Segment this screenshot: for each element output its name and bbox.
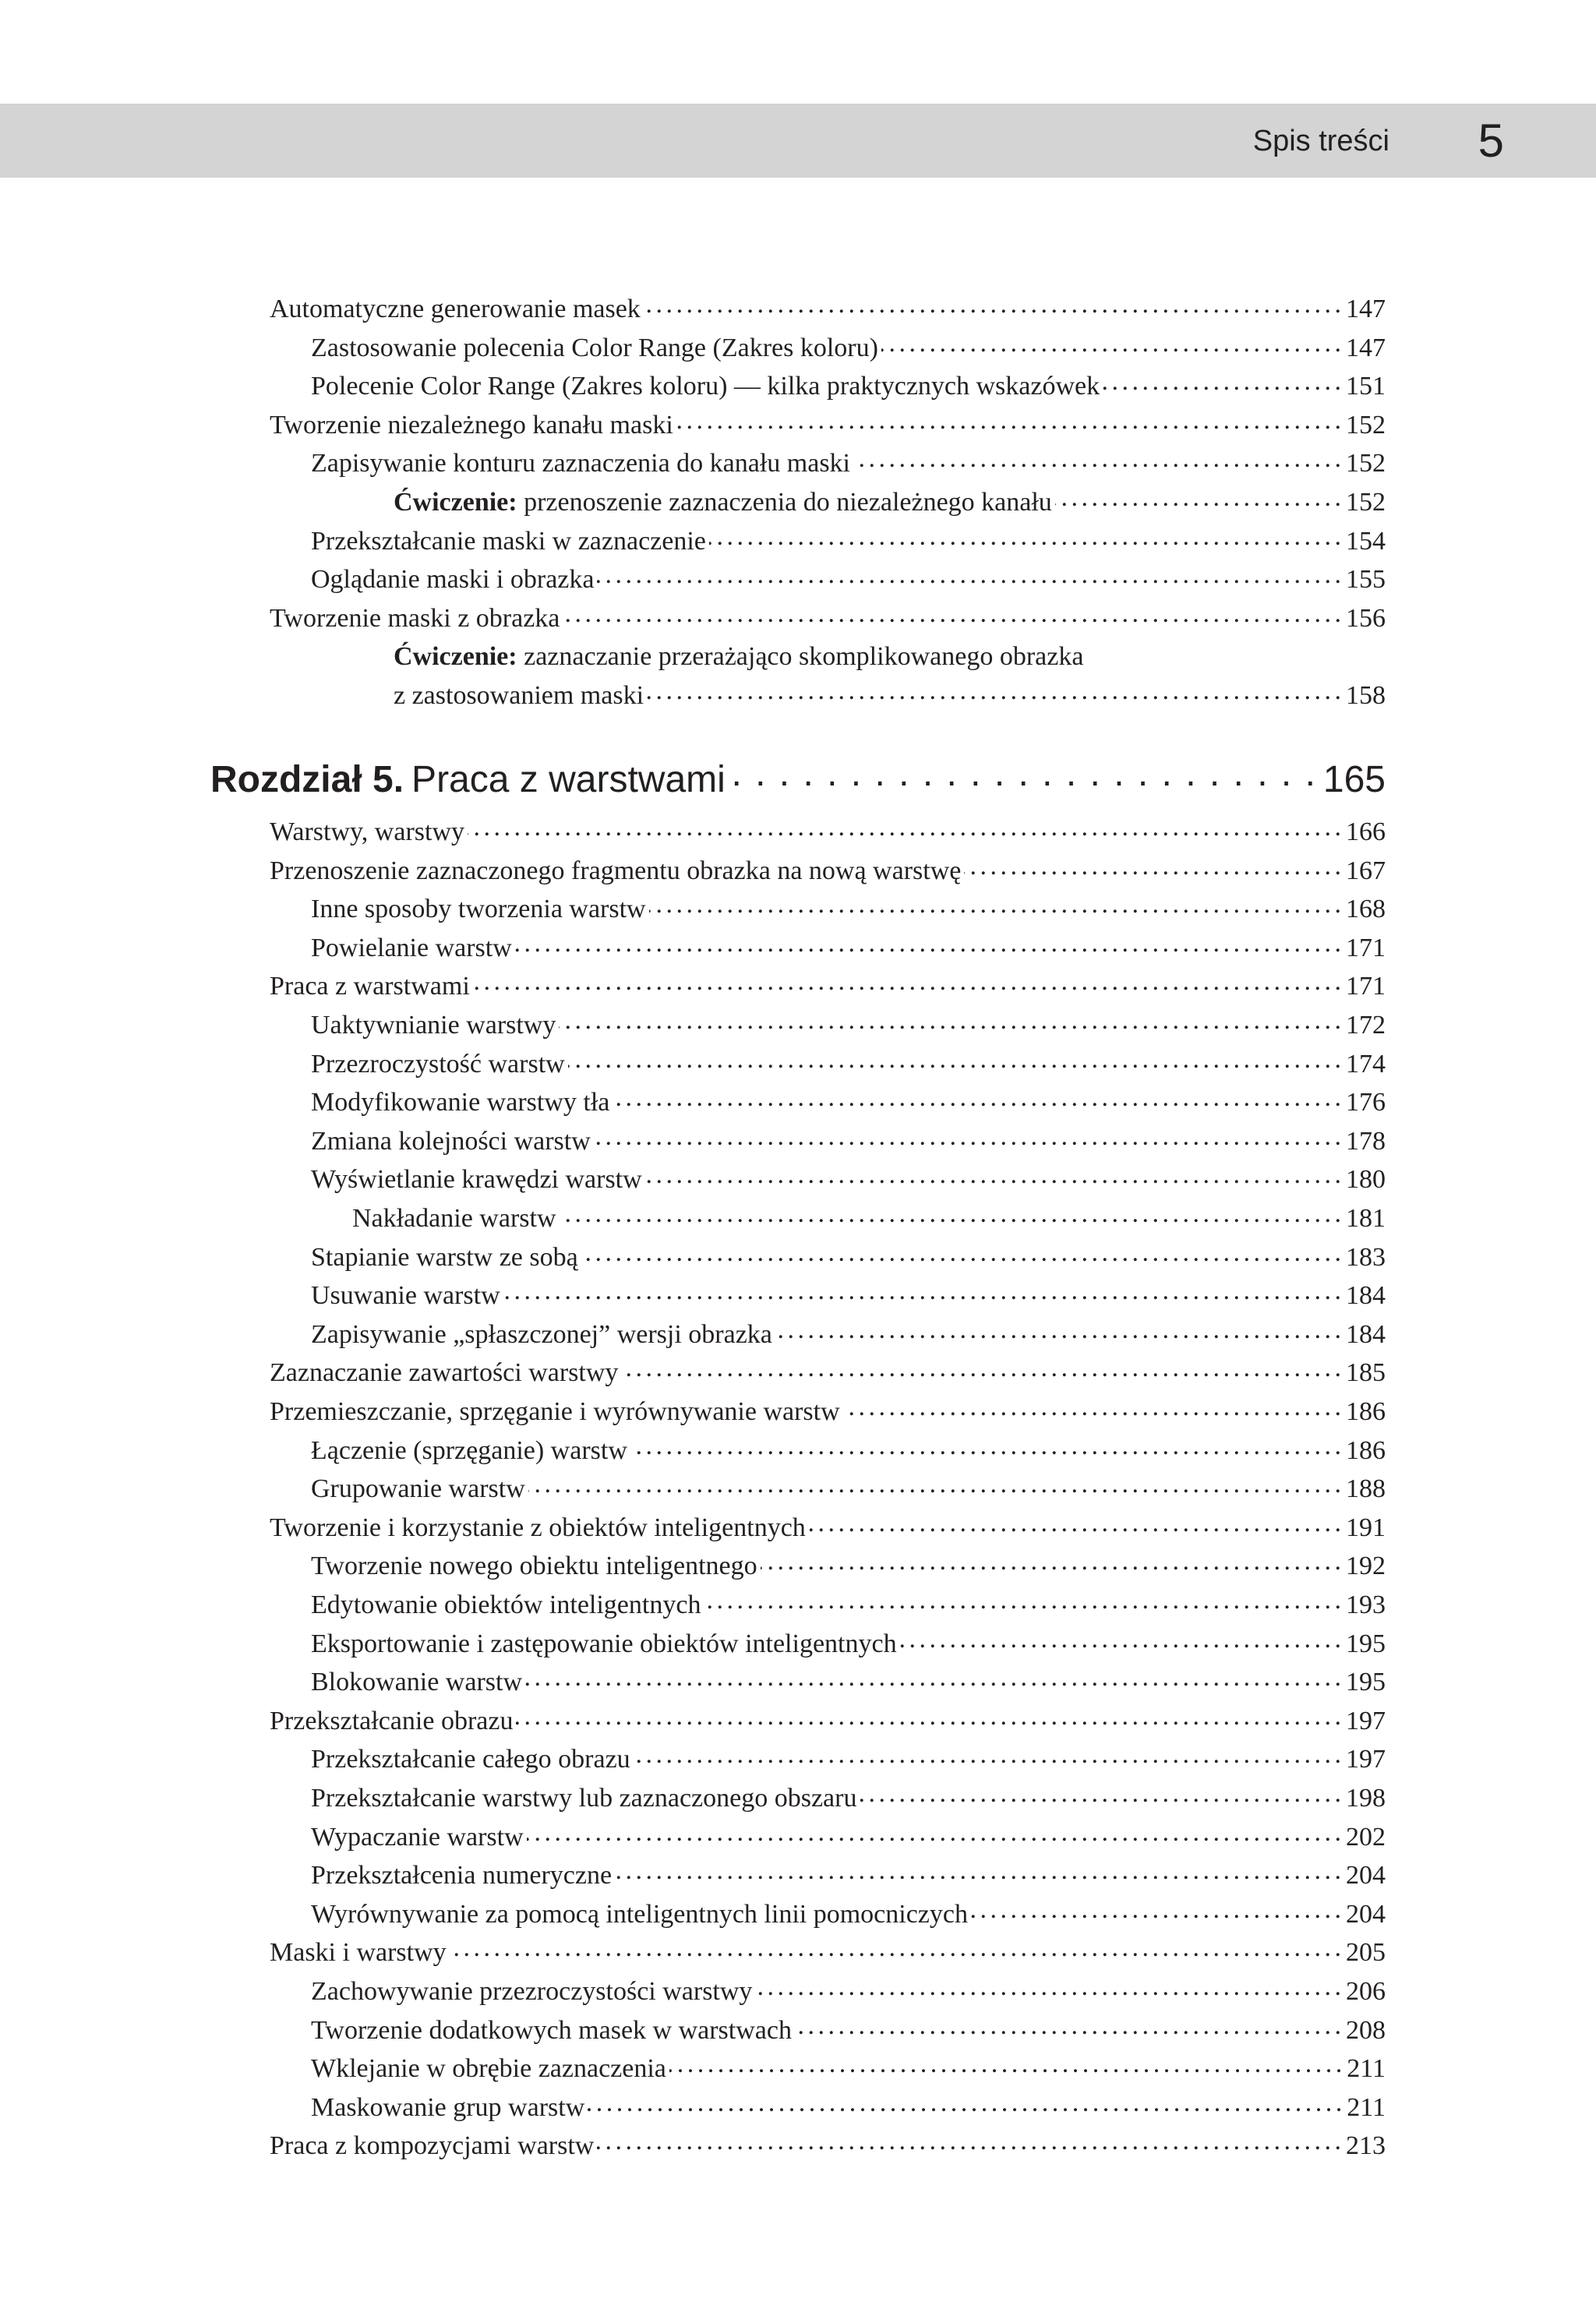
toc-entry-title — [311, 1045, 565, 1084]
toc-entry-title — [270, 1354, 618, 1393]
toc-entry-text: Usuwanie warstw — [311, 1281, 500, 1310]
dot-leader — [621, 1349, 1343, 1388]
dot-leader — [525, 1658, 1343, 1697]
toc-entry-page: 195 — [1346, 1668, 1386, 1696]
toc-entry-text: Powielanie warstw — [311, 934, 512, 962]
dot-leader — [473, 962, 1343, 1001]
toc-entry-text: Przenoszenie zaznaczonego fragmentu obrazka na nową warstwę — [270, 856, 962, 885]
dot-leader — [597, 556, 1343, 595]
toc-entry-page: 171 — [1346, 934, 1386, 962]
toc-entry — [394, 483, 1386, 522]
chapter-page: 165 — [1322, 759, 1386, 800]
toc-entry-title — [311, 1083, 609, 1122]
toc-entry — [311, 1470, 1386, 1509]
toc-entry-page: 180 — [1346, 1165, 1386, 1194]
toc-entry — [270, 1933, 1386, 1972]
toc-entry-title — [311, 1740, 630, 1779]
dot-leader — [468, 808, 1343, 847]
toc-entry-text: Wklejanie w obrębie zaznaczenia — [311, 2054, 666, 2083]
toc-entry-title — [311, 1663, 522, 1702]
dot-leader — [559, 1001, 1343, 1040]
dot-leader — [971, 1891, 1343, 1929]
toc-entry-text: Praca z kompozycjami warstw — [270, 2131, 595, 2160]
toc-entry-page: 183 — [1346, 1243, 1386, 1272]
dot-leader — [613, 1079, 1343, 1117]
toc-entry-page: 208 — [1346, 2016, 1386, 2045]
dot-leader — [729, 747, 1320, 801]
dot-leader — [645, 1156, 1343, 1195]
toc-entry-title — [311, 1006, 556, 1045]
toc-entry-title — [311, 2049, 666, 2088]
dot-leader — [515, 924, 1343, 963]
toc-entry-page: 185 — [1346, 1358, 1386, 1387]
toc-entry-title — [270, 406, 673, 445]
toc-entry-page: 176 — [1346, 1088, 1386, 1117]
dot-leader — [563, 595, 1343, 634]
toc-entry-text: Stapianie warstw ze sobą — [311, 1243, 578, 1272]
toc-entry-title — [311, 890, 646, 929]
exercise-label: Ćwiczenie: — [394, 488, 517, 517]
toc-entry-page: 184 — [1346, 1281, 1386, 1310]
dot-leader — [588, 2084, 1344, 2123]
toc-entry — [270, 290, 1386, 329]
toc-entry-text: Praca z warstwami — [270, 972, 470, 1001]
toc-entry — [311, 1779, 1386, 1818]
toc-entry — [311, 1006, 1386, 1045]
toc-entry-text: Tworzenie dodatkowych masek w warstwach — [311, 2016, 792, 2045]
dot-leader — [503, 1272, 1343, 1311]
toc-entry-page: 193 — [1346, 1590, 1386, 1619]
toc-entry-text: Edytowanie obiektów inteligentnych — [311, 1590, 701, 1619]
toc-entry-text: Eksportowanie i zastępowanie obiektów inteligentnych — [311, 1629, 897, 1658]
dot-leader — [755, 1968, 1343, 2007]
toc-entry-text: Przekształcanie maski w zaznaczenie — [311, 527, 706, 556]
toc-entry-page: 192 — [1346, 1552, 1386, 1580]
toc-entry-title — [311, 329, 878, 368]
dot-leader — [775, 1311, 1343, 1350]
dot-leader — [669, 2045, 1344, 2084]
toc-entry-text: Grupowanie warstw — [311, 1474, 525, 1503]
toc-entry — [311, 1586, 1386, 1625]
toc-entry-text: Przekształcenia numeryczne — [311, 1861, 613, 1890]
toc-entry — [311, 1856, 1386, 1895]
dot-leader — [527, 1813, 1343, 1852]
toc-entry — [311, 1663, 1386, 1702]
toc-entry-page: 152 — [1346, 488, 1386, 517]
toc-entry-title — [352, 1199, 556, 1238]
toc-entry-title — [311, 1779, 856, 1818]
toc-entry-text: Zmiana kolejności warstw — [311, 1127, 591, 1156]
toc-entry-page: 211 — [1347, 2054, 1386, 2083]
toc-entry-page: 197 — [1346, 1707, 1386, 1735]
toc-entry — [311, 1160, 1386, 1199]
toc-entry-page: 204 — [1346, 1900, 1386, 1929]
toc-entry — [311, 1972, 1386, 2011]
dot-leader — [615, 1852, 1343, 1891]
toc-entry-text: Tworzenie niezależnego kanału maski — [270, 411, 673, 440]
toc-entry-text: przenoszenie zaznaczenia do niezależnego kanału — [517, 488, 1052, 517]
toc-entry-text: Modyfikowanie warstwy tła — [311, 1088, 610, 1117]
toc-entry-text: Automatyczne generowanie masek — [270, 295, 641, 323]
toc-entry-title — [311, 1160, 642, 1199]
toc-entry-title — [311, 1470, 525, 1509]
toc-entry-text: Oglądanie maski i obrazka — [311, 565, 595, 594]
toc-entry-page: 152 — [1346, 449, 1386, 478]
toc-entry-title — [270, 1509, 806, 1548]
toc-entry-text: Tworzenie nowego obiektu inteligentnego — [311, 1552, 757, 1580]
dot-leader — [634, 1735, 1343, 1774]
toc-entry-page: 166 — [1346, 817, 1386, 846]
dot-leader — [795, 2007, 1343, 2046]
toc-entry-title — [270, 599, 560, 638]
toc-entry — [394, 637, 1386, 676]
toc-entry — [270, 1354, 1386, 1393]
toc-entry-page: 186 — [1346, 1397, 1386, 1426]
toc-entry — [311, 560, 1386, 599]
toc-entry-title — [270, 1933, 447, 1972]
toc-entry-page: 154 — [1346, 527, 1386, 556]
toc-entry-text: Zaznaczanie zawartości warstwy — [270, 1358, 619, 1387]
toc-entry-page: 195 — [1346, 1629, 1386, 1658]
toc-entry-page: 186 — [1346, 1436, 1386, 1465]
dot-leader — [528, 1465, 1343, 1504]
toc-entry-text: Zachowywanie przezroczystości warstwy — [311, 1977, 753, 2006]
toc-entry-page: 167 — [1346, 856, 1386, 885]
toc-entry-text: Zapisywanie konturu zaznaczenia do kanału maski — [311, 449, 851, 478]
toc-entry-page: 184 — [1346, 1320, 1386, 1349]
toc-entry-text: zaznaczanie przerażająco skomplikowanego obrazka — [517, 642, 1084, 671]
toc-entry-text: Wypaczanie warstw — [311, 1823, 524, 1852]
toc-entry — [270, 2127, 1386, 2166]
toc-entry-page: 191 — [1346, 1513, 1386, 1542]
dot-leader — [964, 847, 1343, 886]
toc-entry-page: 158 — [1346, 681, 1386, 710]
toc-entry-page: 198 — [1346, 1784, 1386, 1813]
toc-entry-continuation — [394, 676, 1386, 715]
toc-entry-page: 151 — [1346, 372, 1386, 401]
exercise-label: Ćwiczenie: — [394, 642, 517, 671]
toc-entry-title — [270, 290, 641, 329]
toc-entry-title — [270, 2127, 594, 2166]
toc-entry-title — [311, 1122, 591, 1161]
dot-leader — [597, 2122, 1343, 2161]
toc-entry-page: 171 — [1346, 972, 1386, 1001]
toc-entry-title — [311, 1586, 701, 1625]
toc-entry-page: 205 — [1346, 1938, 1386, 1967]
toc-entry-title — [311, 2088, 584, 2127]
toc-entry-page: 206 — [1346, 1977, 1386, 2006]
dot-leader — [676, 401, 1343, 440]
dot-leader — [1055, 478, 1343, 517]
page-number: 5 — [1478, 115, 1504, 167]
running-header-title: Spis treści — [1252, 125, 1389, 157]
toc-entry-text: Wyświetlanie krawędzi warstw — [311, 1165, 642, 1194]
dot-leader — [581, 1234, 1343, 1273]
toc-entry-text: z zastosowaniem maski — [394, 681, 644, 710]
toc-entry-text: Przekształcanie obrazu — [270, 1707, 514, 1735]
toc-entry-page: 174 — [1346, 1050, 1386, 1079]
toc-entry-text: Przemieszczanie, sprzęganie i wyrównywanie warstw — [270, 1397, 840, 1426]
toc-entry-text: Tworzenie maski z obrazka — [270, 604, 560, 633]
toc-entry-page: 168 — [1346, 895, 1386, 923]
toc-entry — [270, 1393, 1386, 1432]
toc-entry-page: 155 — [1346, 565, 1386, 594]
toc-entry — [311, 1276, 1386, 1315]
toc-entry-text: Warstwy, warstwy — [270, 817, 465, 846]
dot-leader — [568, 1040, 1343, 1079]
toc-entry-title — [311, 1856, 612, 1895]
toc-entry-title — [270, 967, 470, 1006]
toc-entry-title — [270, 1702, 513, 1741]
toc-entry — [311, 890, 1386, 929]
dot-leader — [809, 1504, 1343, 1543]
dot-leader — [843, 1388, 1343, 1427]
toc-entry-text: Inne sposoby tworzenia warstw — [311, 895, 646, 923]
dot-leader — [761, 1542, 1343, 1581]
dot-leader — [853, 440, 1343, 478]
dot-leader — [881, 324, 1343, 363]
toc-entry-title — [270, 1393, 840, 1432]
chapter-label: Rozdział 5. — [210, 759, 404, 800]
dot-leader — [630, 1427, 1343, 1466]
toc-entry-text: Łączenie (sprzęganie) warstw — [311, 1436, 627, 1465]
toc-entry-title — [311, 444, 850, 483]
toc-entry — [311, 1740, 1386, 1779]
toc-entry-title — [311, 1276, 500, 1315]
toc-entry — [270, 599, 1386, 638]
dot-leader — [450, 1929, 1343, 1968]
toc-entry-text: Polecenie Color Range (Zakres koloru) — kilka praktycznych wskazówek — [311, 372, 1100, 401]
dot-leader — [900, 1620, 1343, 1659]
dot-leader — [704, 1581, 1343, 1620]
toc-entry-text: Maski i warstwy — [270, 1938, 447, 1967]
toc-entry-text: Uaktywnianie warstwy — [311, 1011, 556, 1040]
dot-leader — [644, 285, 1343, 324]
dot-leader — [860, 1774, 1343, 1813]
dot-leader — [594, 1117, 1343, 1156]
toc-entry-text: Maskowanie grup warstw — [311, 2093, 585, 2122]
toc-entry-page: 197 — [1346, 1745, 1386, 1774]
toc-entry-page: 156 — [1346, 604, 1386, 633]
toc-entry-text: Zapisywanie „spłaszczonej” wersji obrazka — [311, 1320, 772, 1349]
toc-entry — [311, 1547, 1386, 1586]
toc-entry-text: Przekształcanie całego obrazu — [311, 1745, 630, 1774]
dot-leader — [647, 672, 1343, 711]
toc-entry-title — [394, 637, 1083, 676]
dot-leader — [649, 885, 1343, 924]
chapter-title: Praca z warstwami — [411, 759, 726, 800]
toc-entry-page: 172 — [1346, 1011, 1386, 1040]
toc-entry-text: Przekształcanie warstwy lub zaznaczonego obszaru — [311, 1784, 857, 1813]
toc-entry-page: 211 — [1347, 2093, 1386, 2122]
toc-entry-text: Nakładanie warstw — [352, 1204, 556, 1233]
toc-entry-page: 181 — [1346, 1204, 1386, 1233]
toc-entry-page: 202 — [1346, 1823, 1386, 1852]
toc-entry-page: 178 — [1346, 1127, 1386, 1156]
toc-entry — [270, 813, 1386, 852]
toc-entry-text: Zastosowanie polecenia Color Range (Zakres koloru) — [311, 334, 878, 362]
toc-entry-text: Wyrównywanie za pomocą inteligentnych linii pomocniczych — [311, 1900, 968, 1929]
toc-entry-title — [311, 1547, 757, 1586]
toc-entry-page: 147 — [1346, 334, 1386, 362]
toc-entry-title — [311, 1972, 752, 2011]
dot-leader — [1103, 362, 1343, 401]
dot-leader — [709, 517, 1343, 556]
toc-entry-page: 204 — [1346, 1861, 1386, 1890]
toc-entry — [352, 1199, 1386, 1238]
toc-entry-title — [270, 813, 464, 852]
toc-entry-page: 152 — [1346, 411, 1386, 440]
dot-leader — [560, 1195, 1343, 1234]
toc-entry-title — [311, 1818, 524, 1857]
chapter-heading — [210, 753, 1386, 807]
toc-entry-page: 188 — [1346, 1474, 1386, 1503]
dot-leader — [516, 1697, 1343, 1736]
toc-entry-text: Tworzenie i korzystanie z obiektów inteligentnych — [270, 1513, 806, 1542]
toc-entry — [311, 2049, 1386, 2088]
toc-entry-title — [394, 483, 1052, 522]
toc-entry-text: Przezroczystość warstw — [311, 1050, 565, 1079]
toc-entry-text: Blokowanie warstw — [311, 1668, 523, 1696]
toc-entry — [311, 1083, 1386, 1122]
toc-entry — [311, 367, 1386, 406]
toc-entry — [311, 444, 1386, 483]
toc-entry-title — [311, 560, 594, 599]
toc-entry-title — [311, 367, 1100, 406]
toc-entry-page: 147 — [1346, 295, 1386, 323]
toc-entry-page: 213 — [1346, 2131, 1386, 2160]
toc-entry — [270, 967, 1386, 1006]
